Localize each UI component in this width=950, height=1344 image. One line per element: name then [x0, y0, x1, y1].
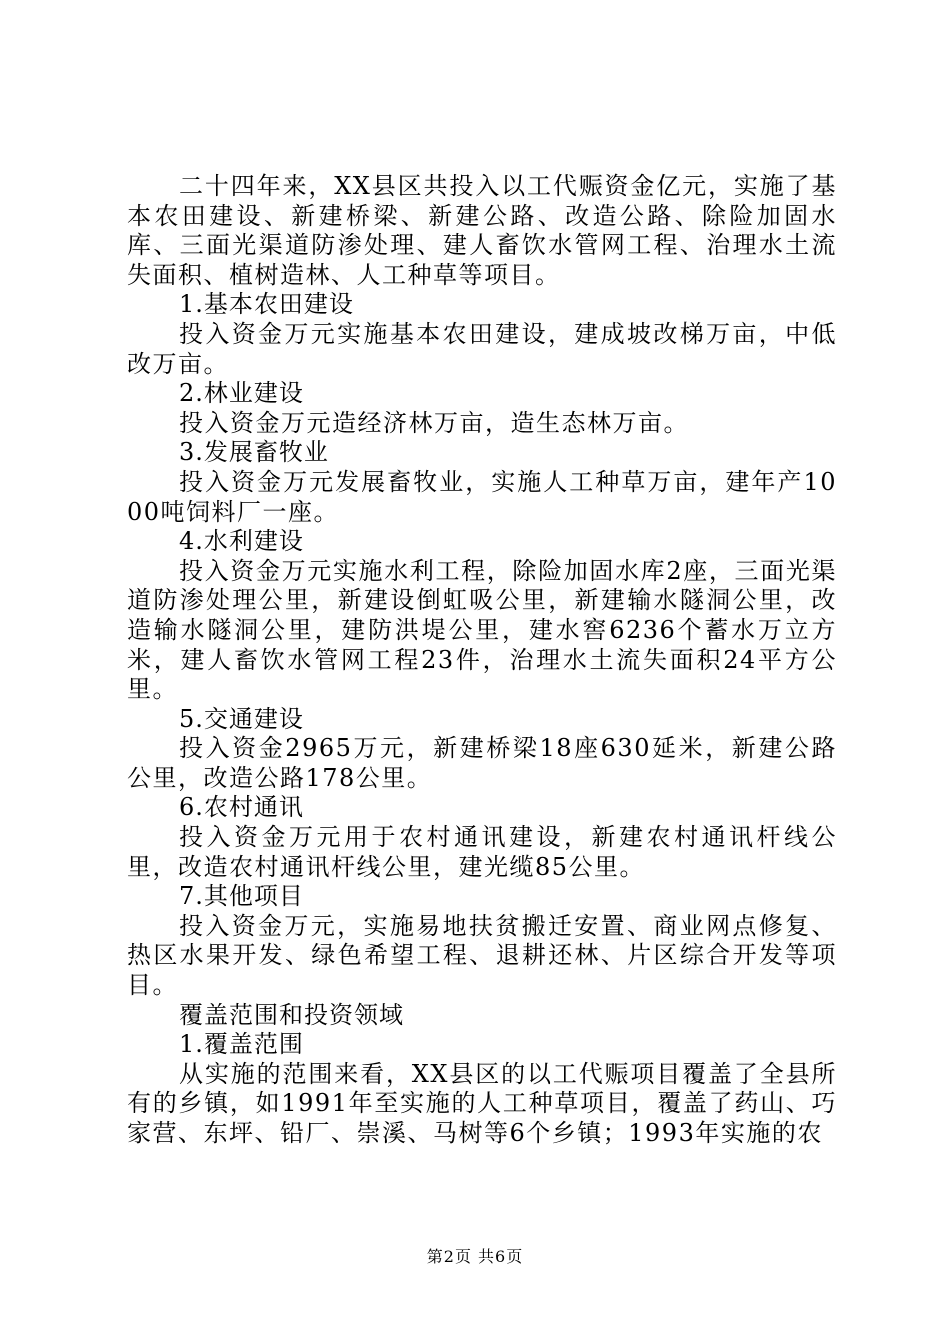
- section-heading-coverage-and-investment: 覆盖范围和投资领域: [179, 1000, 404, 1029]
- paragraph-transport: 投入资金2965万元，新建桥梁18座630延米，新建公路公里，改造公路178公里。: [127, 734, 837, 792]
- paragraph-other: 投入资金万元，实施易地扶贫搬迁安置、商业网点修复、热区水果开发、绿色希望工程、退耕还林、片区综合开发等项目。: [127, 911, 837, 1000]
- section-heading-transport: 5.交通建设: [179, 704, 304, 733]
- paragraph-livestock: 投入资金万元发展畜牧业，实施人工种草万亩，建年产1000吨饲料厂一座。: [127, 467, 837, 526]
- section-heading-forestry: 2.林业建设: [179, 379, 304, 408]
- paragraph-coverage: 从实施的范围来看，XX县区的以工代赈项目覆盖了全县所有的乡镇，如1991年至实施的人工种草项目，覆盖了药山、巧家营、东坪、铅厂、崇溪、马树等6个乡镇；1993年实施的农: [127, 1059, 837, 1147]
- document-body: [127, 172, 837, 1149]
- paragraph-farmland: 投入资金万元实施基本农田建设，建成坡改梯万亩，中低改万亩。: [127, 319, 837, 378]
- section-heading-coverage: 1.覆盖范围: [179, 1030, 304, 1059]
- section-heading-farmland: 1.基本农田建设: [179, 290, 354, 319]
- section-heading-livestock: 3.发展畜牧业: [179, 438, 329, 467]
- paragraph-telecom: 投入资金万元用于农村通讯建设，新建农村通讯杆线公里，改造农村通讯杆线公里，建光缆85公里。: [127, 823, 837, 881]
- section-heading-water: 4.水利建设: [179, 527, 304, 556]
- paragraph-intro: 二十四年来，XX县区共投入以工代赈资金亿元，实施了基本农田建设、新建桥梁、新建公路、改造公路、除险加固水库、三面光渠道防渗处理、建人畜饮水管网工程、治理水土流失面积、植树造林、人工种草等项目。: [127, 172, 837, 289]
- page-footer: 第2页 共6页: [426, 1247, 524, 1266]
- section-heading-other: 7.其他项目: [179, 882, 304, 911]
- section-heading-telecom: 6.农村通讯: [179, 793, 304, 822]
- paragraph-water: 投入资金万元实施水利工程，除险加固水库2座，三面光渠道防渗处理公里，新建设倒虹吸公里，新建输水隧洞公里，改造输水隧洞公里，建防洪堤公里，建水窖6236个蓄水万立方米，建人畜饮水管网工程23件，治理水土流失面积24平方公里。: [127, 556, 837, 704]
- paragraph-forestry: 投入资金万元造经济林万亩，造生态林万亩。: [179, 408, 689, 437]
